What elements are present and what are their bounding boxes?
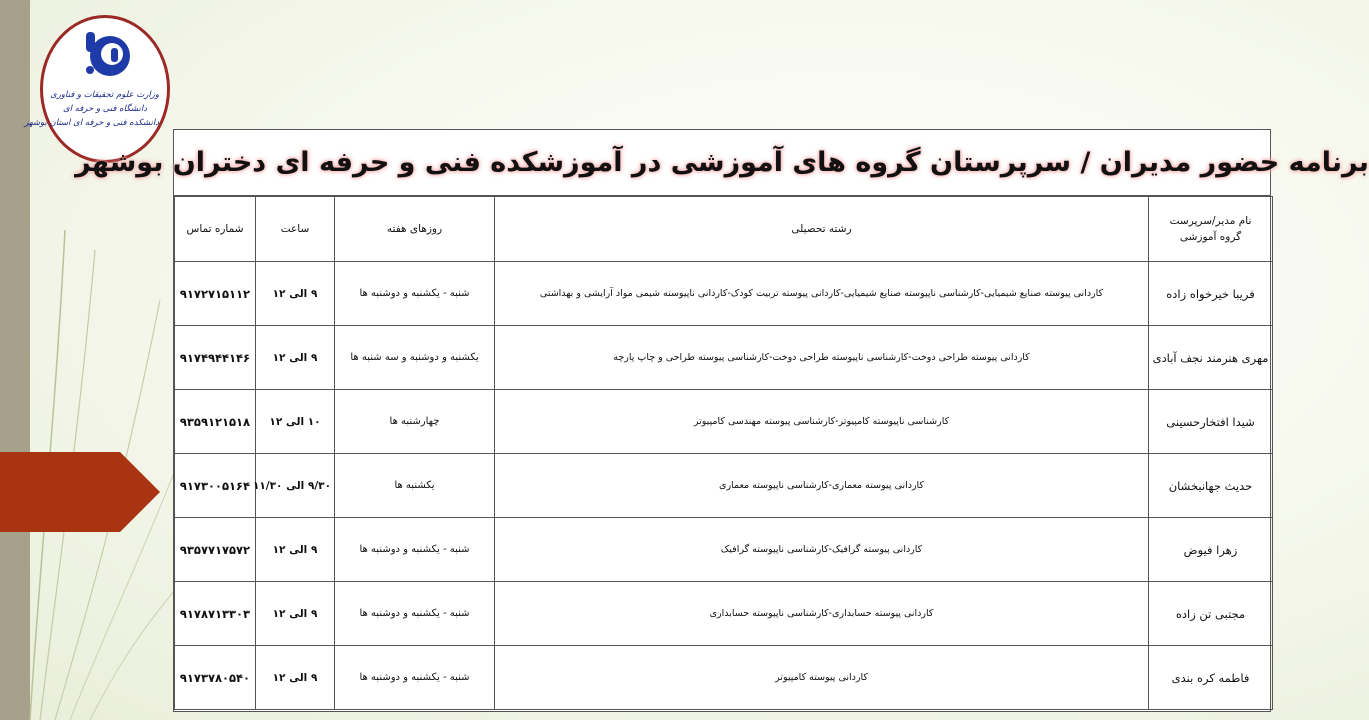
- cell-phone: ۹۳۵۹۱۲۱۵۱۸: [175, 390, 256, 454]
- cell-name: حدیث جهانبخشان: [1149, 454, 1273, 518]
- cell-field: کاردانی پیوسته حسابداری-کارشناسی ناپیوسته حسابداری: [495, 582, 1149, 646]
- header-manager-line2: گروه آموزشی: [1179, 231, 1242, 243]
- cell-field: کاردانی پیوسته معماری-کارشناسی ناپیوسته معماری: [495, 454, 1149, 518]
- cell-time: ۱۰ الی ۱۲: [256, 390, 335, 454]
- logo-text-ministry: وزارت علوم تحقیقات و فناوری: [50, 90, 159, 100]
- cell-time: ۹ الی ۱۲: [256, 582, 335, 646]
- logo-emblem-icon: [78, 26, 138, 86]
- cell-name: مهری هنرمند نجف آبادی: [1149, 326, 1273, 390]
- table-row: [175, 454, 1273, 518]
- cell-name: فریبا خیرخواه زاده: [1149, 262, 1273, 326]
- logo-text-university: دانشگاه فنی و حرفه ای: [62, 104, 148, 114]
- cell-phone: ۹۱۷۳۰۰۵۱۶۴: [175, 454, 256, 518]
- cell-time: ۹ الی ۱۲: [256, 646, 335, 710]
- cell-field: کاردانی پیوسته طراحی دوخت-کارشناسی ناپیوسته طراحی دوخت-کارشناسی پیوسته طراحی و چاپ پارچه: [495, 326, 1149, 390]
- cell-name: شیدا افتخارحسینی: [1149, 390, 1273, 454]
- table-row: [175, 646, 1273, 710]
- header-phone: شماره تماس: [175, 197, 256, 262]
- cell-time: ۹/۳۰ الی ۱۱/۳۰: [256, 454, 335, 518]
- schedule-table: [174, 196, 1273, 710]
- cell-name: فاطمه کره بندی: [1149, 646, 1273, 710]
- cell-phone: ۹۱۷۸۷۱۳۳۰۳: [175, 582, 256, 646]
- schedule-table-frame: [75, 129, 1369, 712]
- cell-field: کاردانی پیوسته کامپیوتر: [495, 646, 1149, 710]
- header-manager-line1: نام مدیر/سرپرست: [1169, 215, 1252, 227]
- header-field: رشته تحصیلی: [495, 197, 1149, 262]
- table-row: [175, 390, 1273, 454]
- university-logo: [24, 15, 170, 163]
- cell-days: شنبه - یکشنبه و دوشنبه ها: [335, 518, 495, 582]
- cell-phone: ۹۱۷۴۹۴۴۱۴۶: [175, 326, 256, 390]
- cell-phone: ۹۱۷۳۷۸۰۵۴۰: [175, 646, 256, 710]
- cell-days: چهارشنبه ها: [335, 390, 495, 454]
- cell-days: یکشنبه ها: [335, 454, 495, 518]
- cell-days: یکشنبه و دوشنبه و سه شنبه ها: [335, 326, 495, 390]
- cell-name: مجتبی تن زاده: [1149, 582, 1273, 646]
- table-row: [175, 582, 1273, 646]
- table-row: [175, 262, 1273, 326]
- header-days: روزهای هفته: [335, 197, 495, 262]
- cell-phone: ۹۱۷۲۷۱۵۱۱۲: [175, 262, 256, 326]
- cell-time: ۹ الی ۱۲: [256, 262, 335, 326]
- title-row: [75, 130, 1369, 196]
- left-accent-bar: [0, 0, 30, 720]
- cell-field: کارشناسی ناپیوسته کامپیوتر-کارشناسی پیوسته مهندسی کامپیوتر: [495, 390, 1149, 454]
- cell-days: شنبه - یکشنبه و دوشنبه ها: [335, 646, 495, 710]
- logo-text-college: دانشکده فنی و حرفه ای استان بوشهر: [24, 118, 159, 128]
- cell-days: شنبه - یکشنبه و دوشنبه ها: [335, 262, 495, 326]
- cell-field: کاردانی پیوسته صنایع شیمیایی-کارشناسی ناپیوسته صنایع شیمیایی-کاردانی پیوسته تربیت کودک-کاردانی ناپیوسته شیمی مواد آرایشی و بهداشتی: [495, 262, 1149, 326]
- page-title: برنامه حضور مدیران / سرپرستان گروه های آموزشی در آموزشکده فنی و حرفه ای دختران بوشهر: [75, 147, 1369, 178]
- table-row: [175, 326, 1273, 390]
- header-manager-name: [1149, 197, 1273, 262]
- cell-time: ۹ الی ۱۲: [256, 518, 335, 582]
- table-row: [175, 518, 1273, 582]
- cell-days: شنبه - یکشنبه و دوشنبه ها: [335, 582, 495, 646]
- cell-name: زهرا فیوض: [1149, 518, 1273, 582]
- header-time: ساعت: [256, 197, 335, 262]
- cell-time: ۹ الی ۱۲: [256, 326, 335, 390]
- cell-phone: ۹۳۵۷۷۱۷۵۷۲: [175, 518, 256, 582]
- arrow-accent-shape: [0, 452, 160, 532]
- cell-field: کاردانی پیوسته گرافیک-کارشناسی ناپیوسته گرافیک: [495, 518, 1149, 582]
- table-header-row: [175, 197, 1273, 262]
